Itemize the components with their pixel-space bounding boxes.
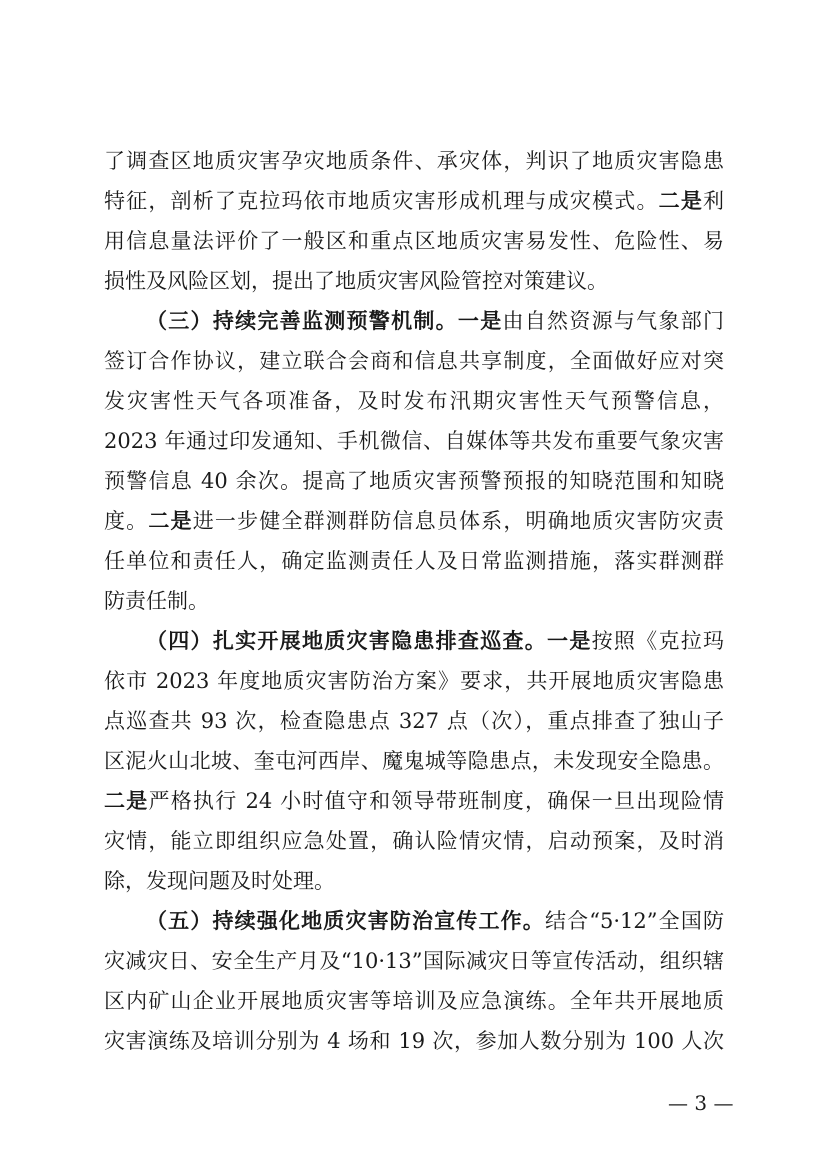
- text-run: 用信息量法评价了一般区和重点区地质灾害易发性、危险性、易: [104, 229, 724, 253]
- paragraph-line: [104, 187, 724, 215]
- text-run: 预警信息 40 余次。提高了地质灾害预警预报的知晓范围和知晓: [104, 469, 724, 493]
- text-run: 区内矿山企业开展地质灾害等培训及应急演练。全年共开展地质: [104, 989, 724, 1013]
- paragraph-line: [104, 707, 724, 735]
- paragraph-line: [104, 987, 724, 1015]
- paragraph-line: [104, 547, 724, 575]
- text-run: 特征，剖析了克拉玛依市地质灾害形成机理与成灾模式。: [104, 189, 659, 213]
- paragraph-line: [104, 787, 724, 815]
- paragraph-line: [104, 507, 724, 535]
- text-run: 灾害演练及培训分别为 4 场和 19 次，参加人数分别为 100 人次: [104, 1029, 724, 1053]
- text-run: 依市 2023 年度地质灾害防治方案》要求，共开展地质灾害隐患: [104, 669, 724, 693]
- paragraph-line: [104, 1027, 724, 1055]
- paragraph-line: [104, 667, 724, 695]
- section-heading-line: [146, 307, 724, 335]
- text-run: 损性及风险区划，提出了地质灾害风险管控对策建议。: [104, 269, 608, 293]
- text-run: 了调查区地质灾害孕灾地质条件、承灾体，判识了地质灾害隐患: [104, 149, 724, 173]
- emphasis-run: 二是: [148, 508, 193, 533]
- paragraph-line: [104, 347, 724, 375]
- text-run: 发灾害性天气各项准备，及时发布汛期灾害性天气预警信息，: [104, 389, 724, 413]
- text-run: 2023 年通过印发通知、手机微信、自媒体等共发布重要气象灾害: [104, 429, 724, 453]
- page-number: — 3 —: [668, 1091, 734, 1115]
- paragraph-line: [104, 587, 724, 615]
- emphasis-run: 二是: [104, 788, 149, 813]
- paragraph-line: [104, 747, 724, 775]
- text-run: 区泥火山北坡、奎屯河西岸、魔鬼城等隐患点，未发现安全隐患。: [104, 749, 724, 773]
- text-run: 严格执行 24 小时值守和领导带班制度，确保一旦出现险情: [148, 789, 724, 813]
- paragraph-line: [104, 947, 724, 975]
- paragraph-line: [104, 387, 724, 415]
- paragraph-line: [104, 267, 724, 295]
- section-heading: （三）持续完善监测预警机制。: [146, 308, 458, 333]
- text-run: 进一步健全群测群防信息员体系，明确地质灾害防灾责: [192, 509, 725, 533]
- text-run: 除，发现问题及时处理。: [104, 869, 335, 893]
- text-run: 防责任制。: [104, 589, 209, 613]
- section-heading-line: [146, 907, 724, 935]
- paragraph-line: [104, 227, 724, 255]
- emphasis-run: 二是: [658, 188, 704, 213]
- text-run: 按照《克拉玛: [591, 629, 725, 653]
- text-run: 利: [703, 189, 725, 213]
- text-run: 度。: [104, 509, 149, 533]
- paragraph-line: [104, 427, 724, 455]
- section-heading: （四）扎实开展地质灾害隐患排查巡查。: [146, 628, 548, 653]
- section-heading-line: [146, 627, 724, 655]
- emphasis-run: 一是: [457, 308, 503, 333]
- emphasis-run: 一是: [547, 628, 592, 653]
- text-run: 点巡查共 93 次，检查隐患点 327 点（次），重点排查了独山子: [104, 709, 724, 733]
- text-run: 结合“5·12”全国防: [544, 909, 725, 933]
- text-run: 签订合作协议，建立联合会商和信息共享制度，全面做好应对突: [104, 349, 724, 373]
- text-run: 由自然资源与气象部门: [502, 309, 725, 333]
- paragraph-line: [104, 147, 724, 175]
- paragraph-line: [104, 467, 724, 495]
- text-run: 任单位和责任人，确定监测责任人及日常监测措施，落实群测群: [104, 549, 724, 573]
- section-heading: （五）持续强化地质灾害防治宣传工作。: [146, 908, 545, 933]
- paragraph-line: [104, 867, 724, 895]
- text-run: 灾情，能立即组织应急处置，确认险情灾情，启动预案，及时消: [104, 829, 724, 853]
- paragraph-line: [104, 827, 724, 855]
- text-run: 灾减灾日、安全生产月及“10·13”国际减灾日等宣传活动，组织辖: [104, 949, 724, 973]
